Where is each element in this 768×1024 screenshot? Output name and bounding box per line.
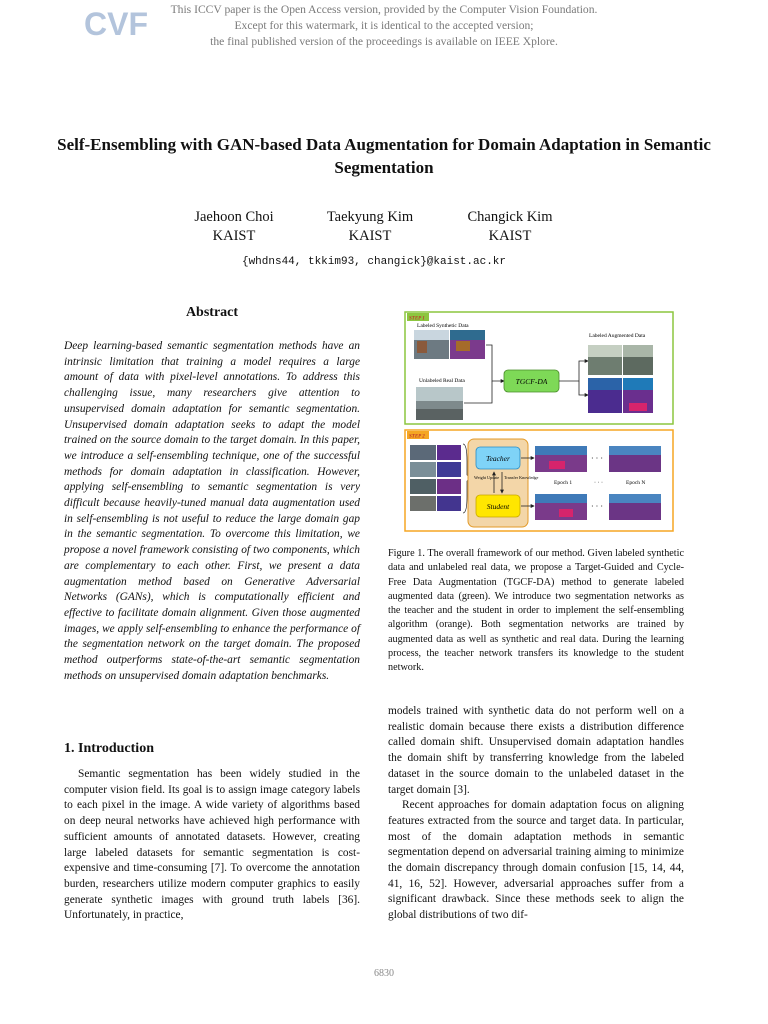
intro-right-column xyxy=(388,704,684,924)
labeled-synthetic-label: Labeled Synthetic Data xyxy=(417,323,469,329)
input-image-4 xyxy=(410,496,436,511)
watermark-line: the final published version of the proceedings is available on IEEE Xplore. xyxy=(210,35,558,48)
epoch-n-label: Epoch N xyxy=(626,480,646,486)
input-label-3 xyxy=(437,479,461,494)
input-image-2 xyxy=(410,462,436,477)
author-affiliation: KAIST xyxy=(348,228,392,244)
author-name: Changick Kim xyxy=(467,209,553,225)
epoch-ellipsis: · · · xyxy=(594,480,603,486)
figure-caption: Figure 1. The overall framework of our method. Given labeled synthetic data and unlabeled real data, we propose a Target-Guided and Cycle-Free Data Augmentation (TGCF-DA) method to generate labeled augmented data (green). We introduce two segmentation networks as the teacher and the student in order to implement the self-ensembling algorithm (orange). Both segmentation networks are trained by augmented data as well as synthetic and real data. During the learning process, the teacher network transfers its knowledge to the student network. xyxy=(388,548,684,674)
input-label-4 xyxy=(437,496,461,511)
author-affiliation: KAIST xyxy=(212,228,256,244)
labeled-augmented-label: Labeled Augmented Data xyxy=(589,333,646,339)
section-heading: 1. Introduction xyxy=(64,741,154,756)
step2-label: STEP 2 xyxy=(409,434,425,440)
weight-update-label: Weight Update xyxy=(474,475,500,480)
cvf-logo xyxy=(84,4,148,42)
input-image-3 xyxy=(410,479,436,494)
author-emails: {whdns44, tkkim93, changick}@kaist.ac.kr xyxy=(241,256,507,268)
input-label-2 xyxy=(437,462,461,477)
intro-paragraph: Recent approaches for domain adaptation focus on aligning features extracted from the source and target data. In particular, most of the domain adaptation methods in semantic segmentation depend on adversarial training aiming to minimize the domain discrepancy through domain confusion [15, 14, 44, 41, 16, 52]. However, adversarial approaches suffer from a significant drawback. Since these methods seek to align the global distributions of two dif- xyxy=(388,799,684,922)
teacher-ellipsis: · · · xyxy=(591,454,603,463)
teacher-label: Teacher xyxy=(486,454,510,463)
abstract-heading: Abstract xyxy=(185,305,239,320)
student-ellipsis: · · · xyxy=(591,502,603,511)
author-name: Jaehoon Choi xyxy=(194,209,274,225)
author xyxy=(164,208,304,246)
student-label: Student xyxy=(486,502,510,511)
abstract-text: Deep learning-based semantic segmentation methods have an intrinsic limitation that training a model requires a large amount of data with pixel-level annotations. To address this challenging issue, many researchers give attention to unsupervised domain adaptation for semantic segmentation. Unsupervised domain adaptation seeks to adapt the model trained on the source domain to the target domain. In this paper, we introduce a self-ensembling technique, one of the successful methods for domain adaptation in classification. However, applying self-ensembling to semantic segmentation is very difficult because heavily-tuned manual data augmentation used in self-ensembling is not useful to reduce the large domain gap in the semantic segmentation. To overcome this limitation, we propose a novel framework consisting of two components, which are complementary to each other. First, we present a data augmentation method based on Generative Adversarial Networks (GANs), which is computationally efficient and effective to facilitate domain alignment. Given those augmented images, we apply self-ensembling to enhance the performance of the segmentation network on the target domain. The proposed method outperforms state-of-the-art semantic segmentation methods on unsupervised domain adaptation benchmarks. xyxy=(64,340,360,682)
transfer-knowledge-label: Transfer Knowledge xyxy=(504,475,539,480)
author xyxy=(300,208,440,246)
input-image-1 xyxy=(410,445,436,460)
tgcf-da-label: TGCF-DA xyxy=(515,377,548,386)
unlabeled-real-label: Unlabeled Real Data xyxy=(419,378,465,384)
intro-paragraph: models trained with synthetic data do not perform well on a realistic domain because there exists a distribution difference called domain shift. Unsupervised domain adaptation handles the domain shift by transferring knowledge from the labeled dataset in the source domain to the unlabeled dataset in the target domain [3]. xyxy=(388,705,684,796)
input-label-1 xyxy=(437,445,461,460)
page-number: 6830 xyxy=(374,968,394,979)
epoch-1-label: Epoch 1 xyxy=(554,480,573,486)
paper-title: Self-Ensembling with GAN-based Data Augmentation for Domain Adaptation in Semantic Segmentation xyxy=(57,135,711,177)
cvf-logo-text: CVF xyxy=(84,6,148,42)
figure-1 xyxy=(404,311,674,533)
author xyxy=(440,208,580,246)
step1-label: STEP 1 xyxy=(409,316,425,322)
intro-paragraph: Semantic segmentation has been widely studied in the computer vision field. Its goal is to assign image category labels to each pixel in the image. A wide variety of algorithms based on deep neural networks have achieved high performance with sufficient amounts of annotated datasets. However, creating large labeled datasets for semantic segmentation is cost-expensive and time-consuming [7]. To overcome the annotation burden, researchers utilize modern computer graphics to easily generate synthetic images with ground truth labels [36]. Unfortunately, in practice, xyxy=(64,768,360,922)
author-name: Taekyung Kim xyxy=(326,209,414,225)
author-affiliation: KAIST xyxy=(488,228,532,244)
watermark-line: This ICCV paper is the Open Access version, provided by the Computer Vision Foundation. xyxy=(170,3,598,16)
watermark-line: Except for this watermark, it is identical to the accepted version; xyxy=(234,19,534,32)
watermark-notice xyxy=(150,2,618,50)
